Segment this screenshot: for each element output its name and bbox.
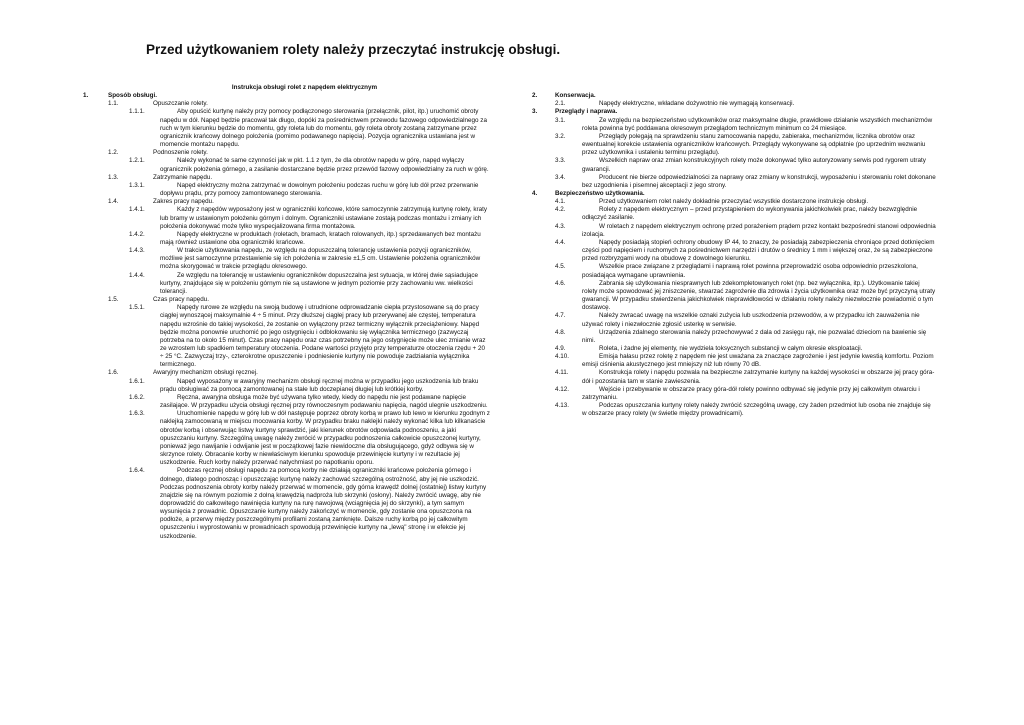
item-number: 4.4.	[555, 238, 566, 246]
item-number: 1.1.	[108, 100, 119, 108]
left-column	[83, 84, 490, 541]
list-item	[532, 174, 936, 190]
item-text: Zakres pracy napędu.	[153, 198, 214, 206]
item-text: Ze względu na bezpieczeństwo użytkowników oraz maksymalne długie, prawidłowe działanie wszystkich mechanizmów roleta powinna być poddawana okresowym przeglądom technicznym minimum co 24 miesiące.	[582, 116, 933, 132]
item-text: Podnoszenie rolety.	[153, 149, 208, 157]
item-text: Awaryjny mechanizm obsługi ręcznej.	[153, 369, 258, 377]
item-number: 3.4.	[555, 173, 566, 181]
item-text: Bezpieczeństwo użytkowania.	[555, 190, 645, 198]
right-column	[532, 84, 936, 418]
item-number: 4.6.	[555, 279, 566, 287]
item-number: 4.8.	[555, 328, 566, 336]
item-number: 4.3.	[555, 222, 566, 230]
item-number: 1.6.4.	[129, 467, 145, 475]
item-text: Aby opuścić kurtynę należy przy pomocy podłączonego sterowania (przełącznik, pilot, itp.) uruchomić obroty napędu w dół. Napęd będzie pracował tak długo, dopóki za pośrednictwem przewodu fazowego odpowiedzialnego za ruch w tym kierunku będzie do momentu, gdy roleta lub do momentu, gdy roleta obroty zostaną zatrzymane przez ogranicznik krańcowy dolnego położenia (pomimo podawanego napięcia). Pozycja ogranicznika ustawiana jest w momencie montażu napędu.	[160, 108, 487, 149]
item-number: 1.4.1.	[129, 206, 145, 214]
section-heading	[532, 190, 936, 198]
list-item	[532, 223, 936, 239]
item-number: 1.6.3.	[129, 410, 145, 418]
list-item	[83, 182, 490, 198]
item-number: 1.4.	[108, 198, 119, 206]
list-item	[83, 157, 490, 173]
item-text: Należy zwracać uwagę na wszelkie oznaki zużycia lub uszkodzenia przewodów, a w przypadku ich zauważenia nie używać rolety i niezwłocznie zgłosić usterkę w serwisie.	[582, 312, 920, 328]
item-text: Przeglądy polegają na sprawdzeniu stanu zamocowania napędu, zabieraka, mechanizmów, licznika obrotów oraz ewentualnej korekcie ustawienia ograniczników krańcowych. Przeglądy wykonywane są odpłatnie (po uprzednim wezwaniu przez użytkownika i ustaleniu terminu przeglądu).	[582, 132, 926, 157]
item-number: 3.3.	[555, 157, 566, 165]
item-text: W trakcie użytkowania napędu, ze względu na dopuszczalną tolerancję ustawienia pozycji ograniczników, możliwe jest samoczynne przestawienie się ich położenia w zakresie ±1,5 cm. Ustawienie położenia ograniczników można skorygować w trakcie przeglądu okresowego.	[160, 247, 481, 271]
list-item	[532, 100, 936, 108]
item-text: Każdy z napędów wyposażony jest w ograniczniki końcowe, które samoczynnie zatrzymują kurtynę rolety, kraty lub bramy w ustawionym położeniu górnym i dolnym. Ograniczniki ustawiane zostają podczas montażu i zmiany ich położenia dokonywać może tylko wyspecjalizowana firma montażowa.	[160, 206, 487, 230]
item-number: 4.11.	[555, 369, 569, 377]
list-item	[83, 296, 490, 304]
item-text: Uruchomienie napędu w górę lub w dół następuje poprzez obroty korbą w prawo lub lewo w kierunku zgodnym z naklejką zamocowaną w miejscu mocowania korby. W przypadku braku naklejki należy wykonać kilka lub kilkanaście obrotów korbą i obserwując listwy kurtyny sprawdzić, jaki kierunek obrotów odpowiada podnoszeniu, a jaki opuszczaniu kurtyny. Szczególną uwagę należy zwrócić w przypadku podnoszenia całkowicie opuszczonej kurtyny, ponieważ jego nawijanie i odwijanie jest w początkowej fazie niewidoczne dla obsługującego, gdyż odbywa się w skrzynce rolety. Obracanie korby w niewłaściwym kierunku spowoduje przewinięcie kurtyny i w rezultacie jej uszkodzenie. Ruch korby należy przerwać natychmiast po napotkaniu oporu.	[160, 410, 490, 467]
item-text: W roletach z napędem elektrycznym ochronę przed porażeniem prądem przez kontakt bezpośredni stanowi odpowiednia izolacja.	[582, 222, 936, 238]
list-item	[83, 272, 490, 296]
list-item	[532, 353, 936, 369]
item-number: 3.2.	[555, 132, 566, 140]
item-number: 2.1.	[555, 100, 566, 108]
list-item	[532, 329, 936, 345]
item-text: Przed użytkowaniem rolet należy dokładnie przeczytać wszystkie dostarczone instrukcje obsługi.	[599, 198, 869, 206]
item-number: 1.2.	[108, 149, 119, 157]
item-text: Napędy posiadają stopień ochrony obudowy IP 44, to znaczy, że posiadają zabezpieczenia chroniące przed dotknięciem części pod napięciem i ruchomych za pośrednictwem narzędzi i drutów o średnicy 1 mm i większej oraz, że są zabezpieczone przed rozbryzgami wody na obudowę z dowolnego kierunku.	[582, 238, 935, 263]
list-item	[83, 378, 490, 394]
list-item	[83, 198, 490, 206]
item-number: 3.	[532, 108, 538, 116]
list-item	[532, 133, 936, 157]
list-item	[83, 304, 490, 369]
item-text: Urządzenia zdalnego sterowania należy przechowywać z dala od zasięgu rąk, nie pozwalać dzieciom na bawienie się nimi.	[582, 328, 927, 344]
item-number: 1.3.1.	[129, 181, 145, 189]
list-item	[532, 402, 936, 418]
item-number: 4.10.	[555, 353, 570, 361]
list-item	[83, 149, 490, 157]
item-text: Czas pracy napędu.	[153, 296, 210, 304]
document-title: Instrukcja obsługi rolet z napędem elektrycznym	[231, 84, 378, 91]
item-number: 1.6.2.	[129, 393, 145, 401]
item-number: 1.6.	[108, 369, 119, 377]
item-number: 4.1.	[555, 198, 566, 206]
item-text: Konstrukcja rolety i napędu pozwala na bezpieczne zatrzymanie kurtyny na każdej wysokości w obszarze jej pracy góra-dół i pozostania tam w stanie zawieszenia.	[582, 369, 935, 385]
item-number: 1.6.1.	[129, 377, 145, 385]
item-number: 1.5.	[108, 296, 119, 304]
item-number: 4.12.	[555, 385, 570, 393]
list-item	[83, 394, 490, 410]
item-text: Wejście i przebywanie w obszarze pracy góra-dół rolety powinno odbywać się jedynie przy jej całkowitym otwarciu i zatrzymaniu.	[582, 385, 920, 401]
item-text: Ręczna, awaryjna obsługa może być używana tylko wtedy, kiedy do napędu nie jest podawane napięcie zasilające. W przypadku użycia obsługi ręcznej przy równoczesnym podawaniu napięcia, nagód ulegnie uszkodzeniu.	[160, 393, 488, 410]
item-text: Napędy rurowe ze względu na swoją budowę i utrudnione odprowadzanie ciepła przystosowane są do pracy ciągłej wynoszącej maksymalnie 4 ÷ 5 minut. Przy dłuższej ciągłej pracy lub przerywanej ale częstej, temperatura napędu wzrośnie do takiej wysokości, że zostanie on wyłączony przez termiczny wyłącznik przeciążeniowy. Napęd będzie można ponownie uruchomić po jego ostygnięciu i odblokowaniu się wyłącznika termicznego (zazwyczaj potrzeba na to około 15 minut). Czas pracy napędu oraz czas potrzebny na jego ostygnięcie może ulec zmianie wraz ze wzrostem lub spadkiem temperatury otoczenia. Podane wartości przyjęto przy temperaturze otoczenia rzędu + 20 ÷ 25 °C. Zazwyczaj trzy-, czterokrotne opuszczenie i podniesienie kurtyny nie powoduje zadziałania wyłącznika termicznego.	[160, 304, 486, 369]
item-text: Napęd wyposażony w awaryjny mechanizm obsługi ręcznej można w przypadku jego uszkodzenia lub braku prądu obsługiwać za pomocą zamontowanej na stałe lub doczepianej długiej lub krótkiej korby.	[160, 377, 479, 393]
item-number: 1.4.2.	[129, 230, 145, 238]
item-number: 4.5.	[555, 263, 566, 271]
section-heading	[532, 92, 936, 100]
item-text: Zabrania się użytkowania niesprawnych lub zdekompletowanych rolet (np. bez wyłącznika, itp.). Użytkowanie takiej rolety może spowodować jej zniszczenie, stwarzać zagrożenie dla zdrowia i życia użytkownika oraz może być przyczyną utraty gwarancji. W przypadku stwierdzenia jakichkolwiek nieprawidłowości w działaniu rolety należy niezwłocznie powiadomić o tym dostawcę.	[582, 279, 936, 312]
list-item	[532, 198, 936, 206]
item-text: Należy wykonać te same czynności jak w pkt. 1.1 z tym, że dla obrotów napędu w górę, napęd wyłączy ogranicznik położenia górnego, a zasilanie dostarczane będzie przez przewód fazowy odpowiedzialny za ruch w górę.	[160, 157, 489, 173]
item-number: 3.1.	[555, 116, 566, 124]
item-text: Wszelkich napraw oraz zmian konstrukcyjnych rolety może dokonywać tylko autoryzowany serwis pod rygorem utraty gwarancji.	[582, 157, 926, 173]
item-number: 4.	[532, 190, 538, 198]
item-text: Napędy elektryczne w produktach (roletach, bramach, kratach rolowanych, itp.) sprzedawanych bez montażu mają również ustawione oba ograniczniki krańcowe.	[160, 230, 481, 246]
item-text: Producent nie bierze odpowiedzialności za naprawy oraz zmiany w konstrukcji, wyposażeniu i sterowaniu rolet dokonane bez uzgodnienia i pisemnej akceptacji z jego strony.	[582, 173, 936, 189]
list-item	[83, 174, 490, 182]
list-item	[83, 369, 490, 377]
item-number: 1.3.	[108, 173, 119, 181]
list-item	[532, 263, 936, 279]
item-text: Rolety z napędem elektrycznym – przed przystąpieniem do wykonywania jakichkolwiek prac, należy bezwzględnie odłączyć zasilanie.	[582, 206, 918, 222]
item-number: 1.4.3.	[129, 247, 145, 255]
section-heading	[532, 108, 936, 116]
item-text: Zatrzymanie napędu.	[153, 173, 213, 181]
item-number: 1.5.1.	[129, 304, 145, 312]
list-item	[83, 206, 490, 230]
item-number: 1.2.1.	[129, 157, 145, 165]
item-number: 4.13.	[555, 402, 570, 410]
list-item	[532, 369, 936, 385]
item-number: 4.9.	[555, 344, 566, 352]
list-item	[83, 231, 490, 247]
item-text: Roleta, i żadne jej elementy, nie wydziela toksycznych substancji w całym okresie eksploatacji.	[599, 344, 863, 352]
item-text: Ze względu na tolerancję w ustawieniu ograniczników dopuszczalna jest sytuacja, w której dwie sąsiadujące kurtyny, znajdujące się w położeniu górnym nie są ustawione w jednym poziomie przy zachowaniu ww. wielkości tolerancji.	[160, 271, 479, 295]
item-text: Przeglądy i naprawa.	[555, 108, 618, 116]
list-item	[532, 312, 936, 328]
list-item	[532, 345, 936, 353]
item-text: Napęd elektryczny można zatrzymać w dowolnym położeniu podczas ruchu w górę lub dół przez przerwanie dopływu prądu, przy pomocy zamontowanego sterowania.	[160, 181, 479, 198]
item-text: Sposób obsługi.	[108, 92, 157, 100]
item-number: 1.4.4.	[129, 271, 145, 279]
item-number: 4.2.	[555, 206, 566, 214]
item-text: Podczas opuszczania kurtyny rolety należy zwrócić szczególną uwagę, czy żaden przedmiot lub osoba nie znajduje się w obszarze pracy rolety (w świetle między prowadnicami).	[582, 402, 931, 418]
item-text: Wszelkie prace związane z przeglądami i naprawą rolet powinna przeprowadzić osoba odpowiednio przeszkolona, posiadająca wymagane uprawnienia.	[582, 263, 918, 279]
page-title: Przed użytkowaniem rolety należy przeczytać instrukcję obsługi.	[146, 42, 561, 57]
item-text: Napędy elektryczne, wkładane dożywotnio nie wymagają konserwacji.	[599, 100, 795, 108]
item-text: Opuszczanie rolety.	[153, 100, 208, 108]
list-item	[83, 100, 490, 108]
item-text: Emisja hałasu przez roletę z napędem nie jest uważana za znaczące zagrożenie i jest jedynie kwestią komfortu. Poziom emisji ciśnienia akustycznego jest mniejszy niż lub równy 70 dB.	[582, 353, 934, 369]
instruction-list-right	[532, 92, 936, 418]
list-item	[532, 239, 936, 263]
list-item	[83, 108, 490, 149]
item-number: 4.7.	[555, 312, 566, 320]
item-number: 2.	[532, 92, 538, 100]
list-item	[83, 410, 490, 467]
section-heading	[83, 92, 490, 100]
list-item	[532, 117, 936, 133]
item-text: Podczas ręcznej obsługi napędu za pomocą korby nie działają ograniczniki krańcowe położenia górnego i dolnego, dlatego podnosząc i opuszczając kurtynę należy zachować szczególną ostrożność, aby jej nie uszkodzić. Podczas podnoszenia obroty korby należy przerwać w momencie, gdy górna krawędź dolnej (ostatniej) listwy kurtyny znajdzie się na równym poziomie z dolną krawędzią nadproża lub skrzynki (osłony). Należy zwrócić uwagę, aby nie doprowadzić do całkowitego nawinięcia kurtyny na rurę nawojową (wciągnięcia jej do skrzynki), a tym samym wysunięcia z prowadnic. Opuszczanie kurtyny należy zakończyć w momencie, gdy zostanie ona opuszczona na podłoże, a przerwy między poszczególnymi profilami zostaną zamknięte. Dalsze ruchy korbą po jej całkowitym opuszczeniu i wyprostowaniu w prowadnicach spowodują przewinięcie kurtyny na „lewą" stronę i w efekcie jej uszkodzenie.	[160, 467, 487, 540]
list-item	[532, 157, 936, 173]
item-text: Konserwacja.	[555, 92, 596, 100]
instruction-list-left	[83, 92, 490, 541]
item-number: 1.	[83, 92, 89, 100]
list-item	[83, 247, 490, 271]
item-number: 1.1.1.	[129, 108, 145, 116]
list-item	[532, 386, 936, 402]
list-item	[83, 467, 490, 540]
list-item	[532, 206, 936, 222]
list-item	[532, 280, 936, 313]
